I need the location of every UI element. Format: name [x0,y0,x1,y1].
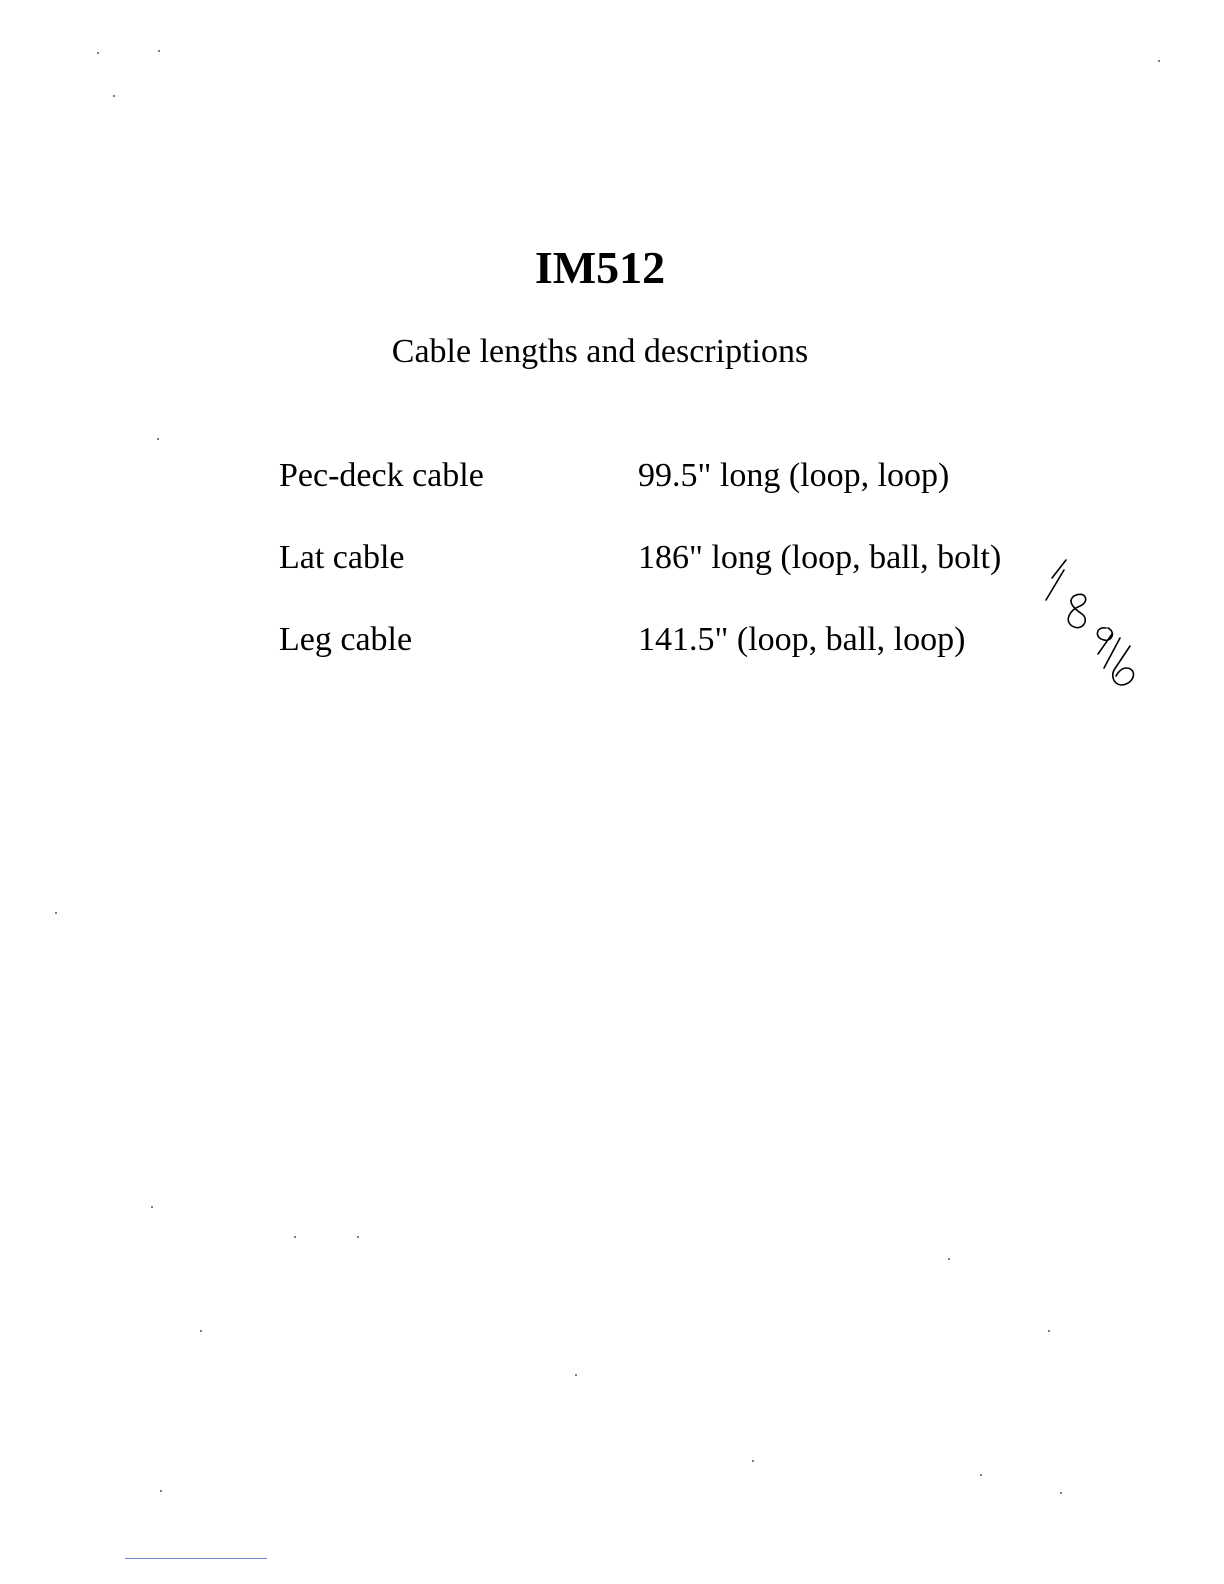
scan-speck [160,1490,162,1492]
document-subtitle: Cable lengths and descriptions [391,333,809,370]
cable-name: Pec-deck cable [279,457,484,494]
scan-speck [752,1460,754,1462]
handwritten-date [1038,556,1148,696]
scan-speck [151,1206,153,1208]
scan-speck [1048,1330,1050,1332]
cable-spec: 141.5" (loop, ball, loop) [638,621,966,658]
scan-speck [575,1374,577,1376]
scan-speck [200,1330,202,1332]
cable-spec: 186" long (loop, ball, bolt) [638,539,1002,576]
scan-speck [1158,60,1160,62]
cable-spec: 99.5" long (loop, loop) [638,457,950,494]
scan-speck [113,95,115,97]
scan-speck [357,1236,359,1238]
cable-name: Lat cable [279,539,405,576]
scan-speck [55,912,57,914]
cable-row [0,454,1224,498]
scan-speck [1060,1492,1062,1494]
bottom-edge-line [125,1558,267,1559]
scan-speck [980,1474,982,1476]
document-title: IM512 [534,242,666,293]
cable-name: Leg cable [279,621,413,658]
scan-speck [157,438,159,440]
scan-speck [158,50,160,52]
scan-speck [948,1258,950,1260]
scan-speck [97,52,99,54]
scan-speck [294,1236,296,1238]
